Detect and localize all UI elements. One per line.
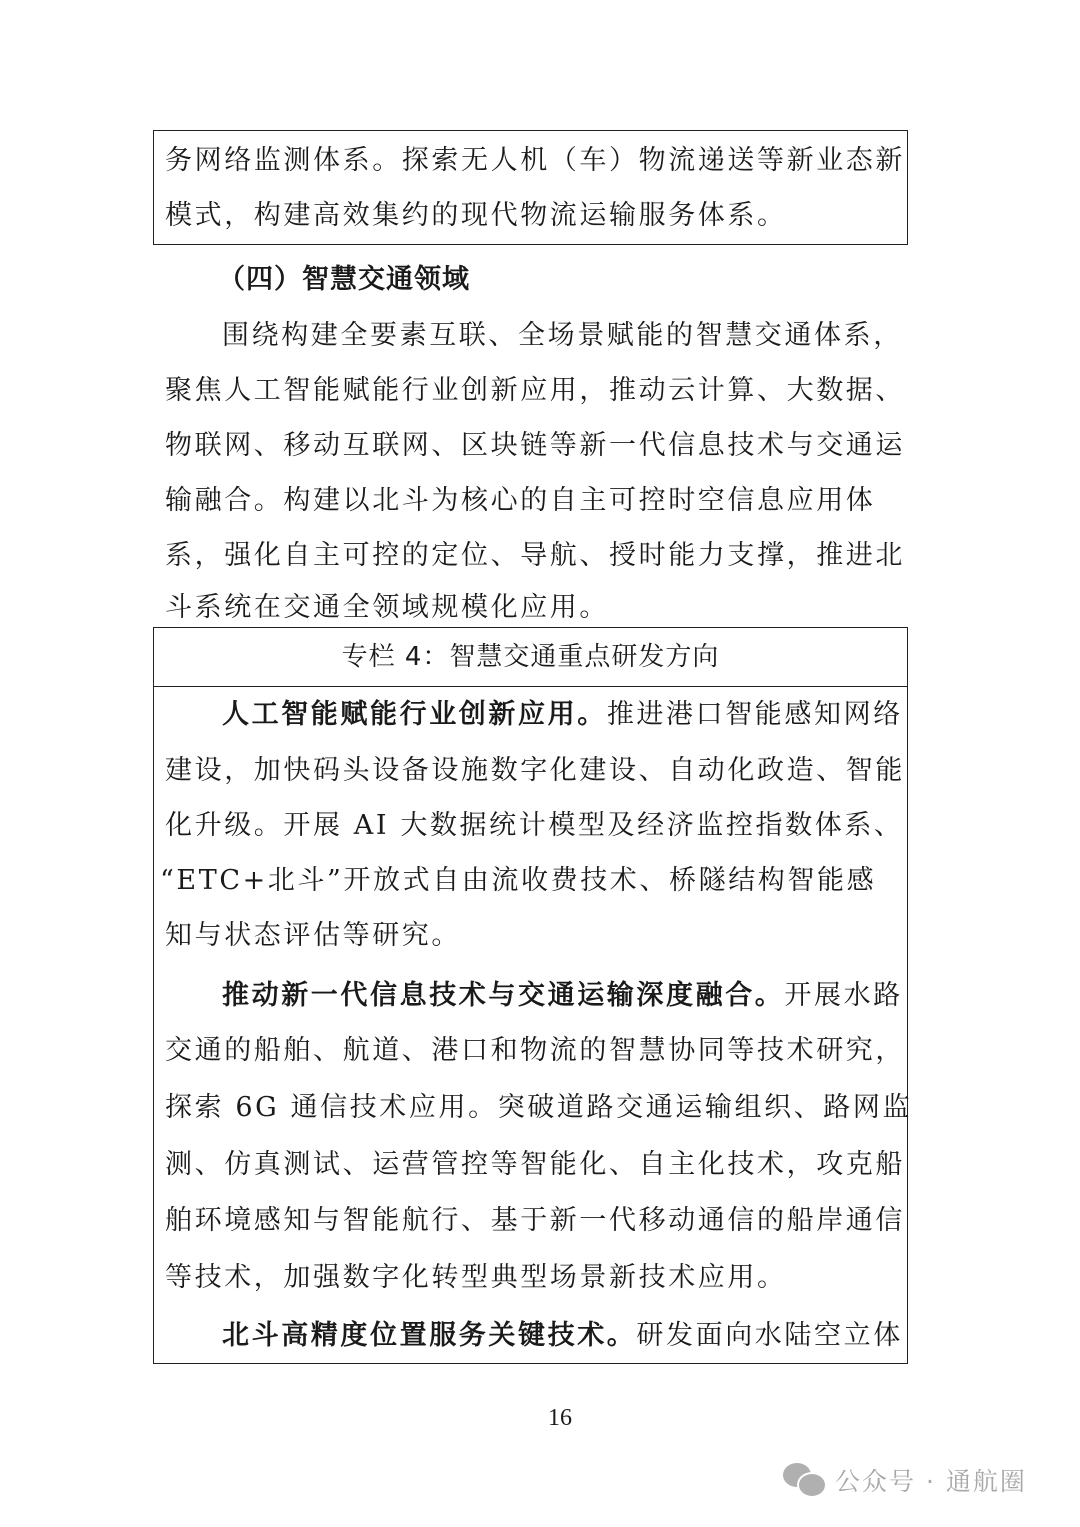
column-item-text: 推进港口智能感知网络 bbox=[606, 699, 903, 730]
text-line: 务网络监测体系。探索无人机（车）物流递送等新业态新 bbox=[165, 145, 905, 176]
column-item-line: 等技术，加强数字化转型典型场景新技术应用。 bbox=[165, 1262, 787, 1293]
column-item-lead: 推动新一代信息技术与交通运输深度融合。 bbox=[222, 980, 785, 1011]
column-item-lead: 人工智能赋能行业创新应用。 bbox=[222, 699, 607, 730]
paragraph-line: 物联网、移动互联网、区块链等新一代信息技术与交通运 bbox=[165, 430, 905, 461]
column-item-line: 知与状态评估等研究。 bbox=[165, 920, 461, 951]
wechat-icon bbox=[783, 1463, 827, 1497]
column-item-line: 化升级。开展 AI 大数据统计模型及经济监控指数体系、 bbox=[165, 810, 904, 841]
paragraph-line: 聚焦人工智能赋能行业创新应用，推动云计算、大数据、 bbox=[165, 375, 905, 406]
column-item-line: 建设，加快码头设备设施数字化建设、自动化政造、智能 bbox=[165, 755, 905, 786]
paragraph-line: 输融合。构建以北斗为核心的自主可控时空信息应用体 bbox=[165, 485, 876, 516]
column-item-line: “ETC+北斗”开放式自由流收费技术、桥隧结构智能感 bbox=[160, 865, 877, 896]
column-item-text: 开展水路 bbox=[784, 980, 903, 1011]
paragraph-line: 斗系统在交通全领域规模化应用。 bbox=[165, 592, 609, 623]
text-line: 模式，构建高效集约的现代物流运输服务体系。 bbox=[165, 200, 787, 231]
column-item-first-line bbox=[222, 697, 903, 733]
column-item-lead: 北斗高精度位置服务关键技术。 bbox=[222, 1320, 637, 1351]
page-number: 16 bbox=[548, 1405, 572, 1431]
column-box-title: 专栏 4：智慧交通重点研发方向 bbox=[154, 628, 907, 687]
section-heading: （四）智慧交通领域 bbox=[218, 264, 470, 295]
column-item-line: 测、仿真测试、运营管控等智能化、自主化技术，攻克船 bbox=[165, 1149, 905, 1180]
watermark-text: 公众号 · 通航圈 bbox=[835, 1467, 1027, 1496]
column-item-first-line bbox=[222, 978, 903, 1014]
watermark bbox=[783, 1462, 1027, 1498]
column-item-text: 研发面向水陆空立体 bbox=[636, 1320, 903, 1351]
paragraph-line: 围绕构建全要素互联、全场景赋能的智慧交通体系， bbox=[222, 320, 903, 351]
paragraph-line: 系，强化自主可控的定位、导航、授时能力支撑，推进北 bbox=[165, 540, 905, 571]
column-item-line: 探索 6G 通信技术应用。突破道路交通运输组织、路网监 bbox=[165, 1092, 913, 1123]
column-item-first-line bbox=[222, 1318, 903, 1354]
column-item-line: 交通的船舶、航道、港口和物流的智慧协同等技术研究， bbox=[165, 1035, 905, 1066]
column-item-line: 舶环境感知与智能航行、基于新一代移动通信的船岸通信 bbox=[165, 1205, 905, 1236]
